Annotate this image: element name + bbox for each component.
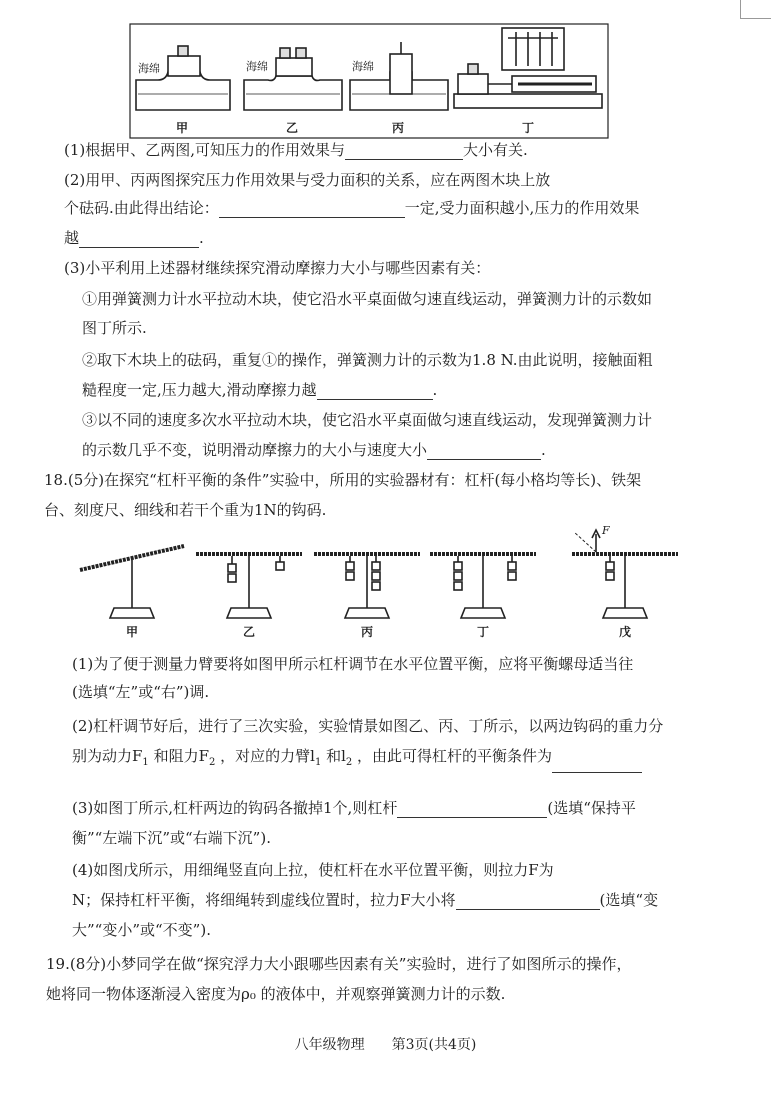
- answer-blank[interactable]: [427, 443, 541, 460]
- sponge-label: 海绵: [138, 63, 160, 75]
- footer-subject: 八年级物理: [294, 1037, 365, 1053]
- footer-page-number: 第3页(共4页): [391, 1037, 477, 1053]
- q18-p2-text: ，由此可得杠杆的平衡条件为: [352, 747, 553, 765]
- figure-caption: 丙: [361, 625, 374, 639]
- answer-blank[interactable]: [552, 756, 642, 773]
- q17-s3-text: .: [541, 441, 546, 459]
- q18-p2-text: 别为动力F: [72, 747, 143, 765]
- q18-part1-line2: (选填“左”或“右”)调.: [72, 683, 210, 701]
- q17-step2-line2: [82, 380, 437, 400]
- figure-caption: 乙: [286, 121, 299, 135]
- q18-part2-line2: [72, 746, 642, 773]
- q18-part2-line1: (2)杠杆调节好后，进行了三次实验，实验情景如图乙、丙、丁所示，以两边钩码的重力分: [72, 717, 664, 735]
- q18-p3-text: (3)如图丁所示,杠杆两边的钩码各撤掉1个,则杠杆: [72, 799, 398, 817]
- q17-part2-line2: [64, 198, 639, 218]
- figure-caption: 甲: [176, 121, 189, 135]
- q19-line1: 19.(8分)小梦同学在做“探究浮力大小跟哪些因素有关”实验时，进行了如图所示的操作，: [46, 955, 632, 973]
- pressure-experiment-figure: [128, 22, 610, 142]
- figure-caption: 丁: [477, 625, 490, 639]
- q17-part3: (3)小平利用上述器材继续探究滑动摩擦力大小与哪些因素有关：: [64, 259, 491, 277]
- subscript: 2: [208, 757, 216, 768]
- subscript: 1: [142, 757, 149, 768]
- q18-part3-line2: 衡”“左端下沉”或“右端下沉”).: [72, 829, 271, 847]
- figure-caption: 戊: [619, 625, 632, 639]
- q19-line2: 她将同一物体逐渐浸入密度为ρ₀ 的液体中，并观察弹簧测力计的示数.: [46, 985, 506, 1003]
- q17-p2-text: 越: [64, 229, 80, 247]
- q17-part2-line3: [64, 228, 204, 248]
- q18-part1-line1: (1)为了便于测量力臂要将如图甲所示杠杆调节在水平位置平衡，应将平衡螺母适当往: [72, 655, 634, 673]
- q17-s3-text: 的示数几乎不变，说明滑动摩擦力的大小与速度大小: [82, 441, 428, 459]
- q18-p2-text: ，对应的力臂l: [215, 747, 315, 765]
- answer-blank[interactable]: [397, 801, 547, 818]
- sponge-label: 海绵: [352, 61, 374, 73]
- q18-part4-line1: (4)如图戊所示，用细绳竖直向上拉，使杠杆在水平位置平衡，则拉力F为: [72, 861, 554, 879]
- figure-caption: 乙: [243, 625, 256, 639]
- q17-s2-text: .: [432, 381, 438, 399]
- q17-part1: [64, 140, 528, 160]
- q18-p2-text: 和阻力F: [148, 747, 209, 765]
- figure-caption: 丙: [392, 121, 405, 135]
- q17-p2-text: 一定,受力面积越小,压力的作用效果: [404, 199, 640, 217]
- q17-part2-line1: (2)用甲、丙两图探究压力作用效果与受力面积的关系，应在两图木块上放: [64, 171, 551, 189]
- q18-p3-text: (选填“保持平: [547, 799, 636, 817]
- q17-s2-text: 糙程度一定,压力越大,滑动摩擦力越: [82, 381, 317, 399]
- q17-step3-line2: [82, 440, 546, 460]
- q18-intro-line2: 台、刻度尺、细线和若干个重为1N的钩码.: [44, 501, 327, 519]
- figure-caption: 甲: [126, 625, 139, 639]
- q17-p2-text: 个砝码.由此得出结论：: [64, 199, 219, 217]
- q17-p2-text: .: [199, 229, 204, 247]
- answer-blank[interactable]: [345, 143, 463, 160]
- q17-p1-tail: 大小有关.: [463, 141, 528, 159]
- page-corner-mark: [740, 0, 771, 19]
- q17-step1-line2: 图丁所示.: [82, 319, 147, 337]
- answer-blank[interactable]: [456, 893, 600, 910]
- q17-step2-line1: ②取下木块上的砝码，重复①的操作，弹簧测力计的示数为1.8 N.由此说明，接触面粗: [82, 351, 653, 369]
- lever-experiment-figure: [74, 522, 686, 642]
- answer-blank[interactable]: [219, 201, 405, 218]
- q18-part4-line2: [72, 890, 658, 910]
- q18-part3-line1: [72, 798, 636, 818]
- q17-step3-line1: ③以不同的速度多次水平拉动木块，使它沿水平桌面做匀速直线运动，发现弹簧测力计: [82, 411, 653, 429]
- q17-p1-text: (1)根据甲、乙两图,可知压力的作用效果与: [64, 141, 346, 159]
- q18-p4-text: (选填“变: [599, 891, 659, 909]
- page-footer: [0, 1034, 771, 1054]
- q18-p4-text: N；保持杠杆平衡，将细绳转到虚线位置时，拉力F大小将: [72, 891, 456, 909]
- q18-intro-line1: 18.(5分)在探究“杠杆平衡的条件”实验中，所用的实验器材有：杠杆(每小格均等长)、铁架: [44, 471, 642, 489]
- subscript: 2: [345, 757, 353, 768]
- force-label: F: [602, 524, 610, 537]
- answer-blank[interactable]: [317, 383, 433, 400]
- q18-part4-line3: 大”“变小”或“不变”).: [72, 921, 211, 939]
- answer-blank[interactable]: [79, 231, 199, 248]
- sponge-label: 海绵: [246, 61, 268, 73]
- q18-p2-text: 和l: [321, 747, 346, 765]
- figure-caption: 丁: [522, 121, 535, 135]
- subscript: 1: [314, 757, 322, 768]
- q17-step1-line1: ①用弹簧测力计水平拉动木块，使它沿水平桌面做匀速直线运动，弹簧测力计的示数如: [82, 290, 653, 308]
